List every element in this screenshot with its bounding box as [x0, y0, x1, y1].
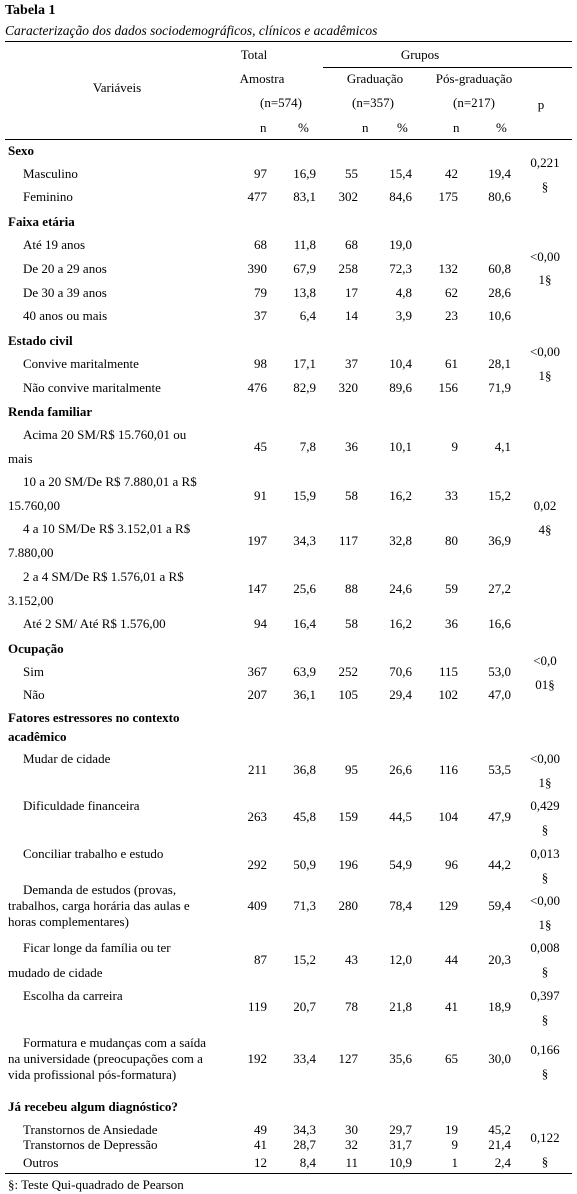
value-pct: 53,5 — [488, 762, 511, 777]
row-label: Convive maritalmente — [23, 356, 139, 371]
row-label: 10 a 20 SM/De R$ 7.880,01 a R$ — [23, 474, 197, 489]
value-pct: 89,6 — [389, 380, 412, 395]
value-pct: 29,7 — [389, 1122, 412, 1137]
value-n: 9 — [451, 439, 458, 454]
value-pct: 80,6 — [488, 189, 511, 204]
value-pct: 45,8 — [293, 809, 316, 824]
value-n: 37 — [345, 356, 358, 371]
value-pct: 12,0 — [389, 952, 412, 967]
p-value: 0,122 — [530, 1130, 560, 1145]
value-pct: 82,9 — [293, 380, 316, 395]
row-label: Ficar longe da família ou ter — [23, 940, 171, 955]
value-n: 80 — [445, 533, 458, 548]
p-value: 0,013 — [530, 846, 560, 861]
value-pct: 28,6 — [488, 285, 511, 300]
value-n: 95 — [345, 762, 358, 777]
value-pct: 36,9 — [488, 533, 511, 548]
row-label: 4 a 10 SM/De R$ 3.152,01 a R$ — [23, 521, 191, 536]
header-pct: % — [397, 120, 408, 135]
grupos-rule — [323, 67, 572, 68]
p-value-note: § — [541, 1066, 549, 1081]
value-n: 132 — [438, 261, 458, 276]
header-p: p — [537, 97, 545, 112]
value-pct: 53,0 — [488, 664, 511, 679]
value-pct: 50,9 — [293, 857, 316, 872]
value-pct: 59,4 — [488, 898, 511, 913]
header-posgrad-n: (n=217) — [453, 95, 495, 110]
value-pct: 19,4 — [488, 166, 511, 181]
p-value: 0,02 — [533, 498, 557, 513]
section-header: Faixa etária — [8, 214, 75, 229]
top-rule — [5, 41, 572, 42]
p-value-note: 01§ — [535, 677, 555, 692]
value-n: 14 — [345, 308, 358, 323]
value-n: 367 — [247, 664, 267, 679]
value-n: 292 — [247, 857, 267, 872]
row-label: Transtornos de Depressão — [23, 1137, 158, 1152]
row-label: Até 19 anos — [23, 237, 86, 252]
value-pct: 17,1 — [293, 356, 316, 371]
value-n: 207 — [247, 687, 267, 702]
row-label: Acima 20 SM/R$ 15.760,01 ou — [23, 427, 187, 442]
value-pct: 44,2 — [488, 857, 511, 872]
value-pct: 4,1 — [494, 439, 511, 454]
value-n: 43 — [345, 952, 358, 967]
row-label: De 20 a 29 anos — [23, 261, 107, 276]
value-n: 116 — [438, 762, 458, 777]
value-n: 156 — [438, 380, 458, 395]
p-value: 0,166 — [530, 1042, 560, 1057]
value-pct: 16,6 — [488, 616, 511, 631]
value-pct: 16,2 — [389, 488, 412, 503]
footnote: §: Teste Qui-quadrado de Pearson — [8, 1177, 184, 1192]
value-pct: 29,4 — [389, 687, 412, 702]
section-header: Ocupação — [8, 641, 64, 656]
value-pct: 30,0 — [488, 1051, 511, 1066]
p-value-note: § — [541, 870, 549, 885]
p-value-note: § — [541, 1154, 549, 1169]
header-total: Total — [240, 47, 268, 62]
value-n: 105 — [338, 687, 358, 702]
row-label: 40 anos ou mais — [23, 308, 108, 323]
value-n: 36 — [445, 616, 458, 631]
value-n: 58 — [345, 616, 358, 631]
value-pct: 36,8 — [293, 762, 316, 777]
row-label: Mudar de cidade — [23, 751, 111, 766]
row-label: horas complementares) — [8, 914, 129, 929]
value-n: 390 — [247, 261, 267, 276]
value-pct: 28,1 — [488, 356, 511, 371]
row-label: trabalhos, carga horária das aulas e — [8, 898, 190, 913]
value-n: 33 — [445, 488, 458, 503]
value-n: 147 — [247, 581, 267, 596]
value-n: 30 — [345, 1122, 358, 1137]
value-pct: 71,9 — [488, 380, 511, 395]
header-grupos: Grupos — [400, 47, 440, 62]
value-n: 477 — [247, 189, 267, 204]
row-label: De 30 a 39 anos — [23, 285, 107, 300]
row-label: Não convive maritalmente — [23, 380, 161, 395]
row-label: Escolha da carreira — [23, 988, 123, 1003]
value-pct: 20,7 — [293, 999, 316, 1014]
value-pct: 31,7 — [389, 1137, 412, 1152]
p-value-note: § — [541, 179, 549, 194]
p-value-note: § — [541, 1012, 549, 1027]
header-amostra: Amostra — [239, 71, 285, 86]
header-graduacao: Graduação — [346, 71, 404, 86]
p-value: 0,221 — [530, 155, 560, 170]
header-pct: % — [496, 120, 507, 135]
row-label: vida profissional pós-formatura) — [8, 1067, 177, 1082]
value-pct: 6,4 — [299, 308, 316, 323]
value-n: 59 — [445, 581, 458, 596]
value-pct: 63,9 — [293, 664, 316, 679]
value-n: 263 — [247, 809, 267, 824]
row-label: mais — [8, 451, 33, 466]
value-pct: 71,3 — [293, 898, 316, 913]
header-pct: % — [298, 120, 309, 135]
value-n: 129 — [438, 898, 458, 913]
value-pct: 26,6 — [389, 762, 412, 777]
value-pct: 33,4 — [293, 1051, 316, 1066]
p-value-note: § — [541, 964, 549, 979]
row-label: na universidade (preocupações com a — [8, 1051, 203, 1066]
section-header: Estado civil — [8, 333, 73, 348]
value-n: 117 — [338, 533, 358, 548]
value-n: 17 — [345, 285, 358, 300]
value-n: 127 — [338, 1051, 358, 1066]
value-pct: 20,3 — [488, 952, 511, 967]
row-label: 3.152,00 — [8, 593, 54, 608]
p-value: 0,008 — [530, 940, 560, 955]
value-n: 302 — [338, 189, 358, 204]
value-n: 211 — [247, 762, 267, 777]
section-header: Fatores estressores no contexto — [8, 710, 180, 725]
value-n: 62 — [445, 285, 458, 300]
value-n: 192 — [247, 1051, 267, 1066]
value-pct: 21,8 — [389, 999, 412, 1014]
value-pct: 34,3 — [293, 1122, 316, 1137]
header-n: n — [362, 120, 369, 135]
value-n: 45 — [254, 439, 267, 454]
section-header: acadêmico — [8, 729, 67, 744]
value-n: 23 — [445, 308, 458, 323]
value-n: 409 — [247, 898, 267, 913]
value-n: 19 — [445, 1122, 458, 1137]
value-n: 42 — [445, 166, 458, 181]
value-n: 88 — [345, 581, 358, 596]
value-n: 44 — [445, 952, 458, 967]
value-pct: 67,9 — [293, 261, 316, 276]
value-n: 252 — [338, 664, 358, 679]
row-label: mudado de cidade — [8, 965, 103, 980]
value-n: 94 — [254, 616, 267, 631]
header-posgrad: Pós-graduação — [435, 71, 513, 86]
value-n: 65 — [445, 1051, 458, 1066]
table-title: Tabela 1 — [5, 3, 56, 18]
value-n: 102 — [438, 687, 458, 702]
value-n: 1 — [451, 1155, 458, 1170]
value-pct: 25,6 — [293, 581, 316, 596]
value-pct: 16,2 — [389, 616, 412, 631]
row-label: Formatura e mudanças com a saída — [23, 1035, 207, 1050]
value-pct: 10,1 — [389, 439, 412, 454]
value-pct: 60,8 — [488, 261, 511, 276]
value-n: 58 — [345, 488, 358, 503]
row-label: 15.760,00 — [8, 498, 60, 513]
value-n: 36 — [345, 439, 358, 454]
p-value: 0,429 — [530, 798, 560, 813]
value-n: 37 — [254, 308, 267, 323]
value-n: 175 — [438, 189, 458, 204]
row-label: 2 a 4 SM/De R$ 1.576,01 a R$ — [23, 569, 184, 584]
p-value: <0,0 — [533, 653, 557, 668]
value-pct: 11,8 — [293, 237, 316, 252]
p-value-note: 1§ — [538, 775, 552, 790]
p-value: <0,00 — [529, 751, 561, 766]
value-n: 159 — [338, 809, 358, 824]
row-label: Dificuldade financeira — [23, 798, 140, 813]
value-n: 55 — [345, 166, 358, 181]
value-n: 280 — [338, 898, 358, 913]
p-value-note: 1§ — [538, 917, 552, 932]
value-pct: 70,6 — [389, 664, 412, 679]
value-n: 96 — [445, 857, 458, 872]
value-pct: 10,4 — [389, 356, 412, 371]
value-n: 91 — [254, 488, 267, 503]
value-pct: 47,9 — [488, 809, 511, 824]
value-pct: 7,8 — [299, 439, 316, 454]
row-label: Demanda de estudos (provas, — [23, 882, 177, 897]
section-header: Sexo — [8, 143, 34, 158]
p-value: <0,00 — [529, 893, 561, 908]
value-pct: 47,0 — [488, 687, 511, 702]
header-graduacao-n: (n=357) — [352, 95, 394, 110]
row-label: Transtornos de Ansiedade — [23, 1122, 158, 1137]
value-n: 68 — [345, 237, 358, 252]
value-pct: 10,6 — [488, 308, 511, 323]
value-n: 197 — [247, 533, 267, 548]
header-variaveis: Variáveis — [92, 80, 142, 95]
value-n: 476 — [247, 380, 267, 395]
value-pct: 15,9 — [293, 488, 316, 503]
value-pct: 84,6 — [389, 189, 412, 204]
row-label: Feminino — [23, 189, 73, 204]
value-n: 87 — [254, 952, 267, 967]
value-pct: 15,2 — [293, 952, 316, 967]
value-pct: 16,4 — [293, 616, 316, 631]
p-value-note: 1§ — [538, 272, 552, 287]
row-label: Masculino — [23, 166, 78, 181]
value-pct: 10,9 — [389, 1155, 412, 1170]
value-pct: 24,6 — [389, 581, 412, 596]
value-n: 61 — [445, 356, 458, 371]
section-header: Já recebeu algum diagnóstico? — [8, 1099, 178, 1114]
section-header: Renda familiar — [8, 404, 93, 419]
value-pct: 54,9 — [389, 857, 412, 872]
value-n: 12 — [254, 1155, 267, 1170]
value-pct: 3,9 — [395, 308, 412, 323]
header-amostra-n: (n=574) — [260, 95, 302, 110]
row-label: Até 2 SM/ Até R$ 1.576,00 — [23, 616, 166, 631]
value-pct: 21,4 — [488, 1137, 511, 1152]
row-label: 7.880,00 — [8, 545, 54, 560]
value-n: 32 — [345, 1137, 358, 1152]
header-rule — [5, 139, 572, 140]
p-value-note: 1§ — [538, 368, 552, 383]
p-value-note: § — [541, 822, 549, 837]
value-n: 97 — [254, 166, 267, 181]
value-pct: 15,2 — [488, 488, 511, 503]
value-n: 49 — [254, 1122, 267, 1137]
value-pct: 16,9 — [293, 166, 316, 181]
value-n: 104 — [438, 809, 458, 824]
value-n: 68 — [254, 237, 267, 252]
p-value-note: 4§ — [538, 522, 552, 537]
value-pct: 28,7 — [293, 1137, 316, 1152]
value-pct: 83,1 — [293, 189, 316, 204]
value-pct: 44,5 — [389, 809, 412, 824]
value-n: 79 — [254, 285, 267, 300]
value-pct: 35,6 — [389, 1051, 412, 1066]
value-pct: 45,2 — [488, 1122, 511, 1137]
value-pct: 4,8 — [395, 285, 412, 300]
value-n: 119 — [247, 999, 267, 1014]
bottom-rule — [5, 1173, 572, 1174]
value-n: 115 — [438, 664, 458, 679]
row-label: Conciliar trabalho e estudo — [23, 846, 164, 861]
p-value: <0,00 — [529, 344, 561, 359]
table-subtitle: Caracterização dos dados sociodemográficos, clínicos e acadêmicos — [5, 23, 378, 38]
value-n: 196 — [338, 857, 358, 872]
value-n: 258 — [338, 261, 358, 276]
value-pct: 27,2 — [488, 581, 511, 596]
row-label: Não — [23, 687, 45, 702]
value-pct: 34,3 — [293, 533, 316, 548]
header-n: n — [260, 120, 267, 135]
value-pct: 13,8 — [293, 285, 316, 300]
value-pct: 72,3 — [389, 261, 412, 276]
value-n: 41 — [445, 999, 458, 1014]
row-label: Sim — [23, 664, 44, 679]
value-n: 41 — [254, 1137, 267, 1152]
p-value: <0,00 — [529, 249, 561, 264]
value-pct: 15,4 — [389, 166, 412, 181]
value-n: 98 — [254, 356, 267, 371]
p-value: 0,397 — [530, 988, 560, 1003]
value-n: 78 — [345, 999, 358, 1014]
value-n: 9 — [451, 1137, 458, 1152]
value-n: 320 — [338, 380, 358, 395]
value-pct: 36,1 — [293, 687, 316, 702]
value-pct: 8,4 — [299, 1155, 316, 1170]
row-label: Outros — [23, 1155, 59, 1170]
value-pct: 2,4 — [494, 1155, 511, 1170]
value-pct: 18,9 — [488, 999, 511, 1014]
value-pct: 32,8 — [389, 533, 412, 548]
value-pct: 78,4 — [389, 898, 412, 913]
value-n: 11 — [345, 1155, 358, 1170]
header-n: n — [453, 120, 460, 135]
value-pct: 19,0 — [389, 237, 412, 252]
